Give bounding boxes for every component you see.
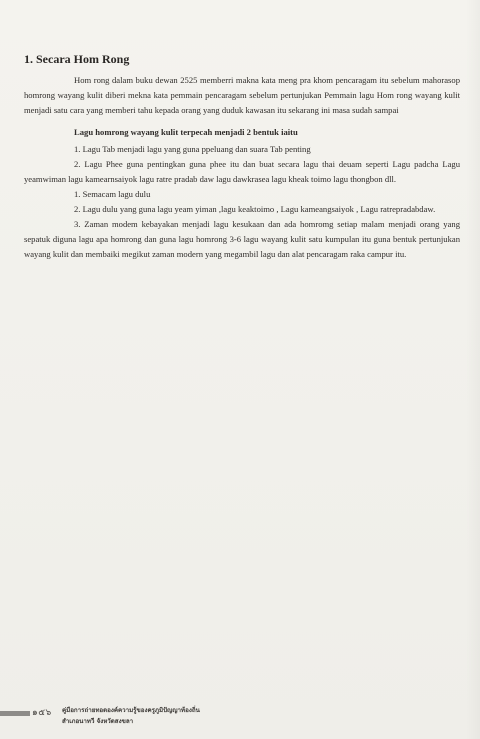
page-edge-shadow (466, 0, 480, 739)
list-item: 2. Lagu dulu yang guna lagu yeam yiman ,lagu keaktoimo , Lagu kameangsaiyok , Lagu ratrepradabdaw. (74, 204, 436, 214)
intro-paragraph: Hom rong dalam buku dewan 2525 memberri makna kata meng pra khom pencaragam itu sebelum mahorasop homrong wayang kulit diberi mekna kata pemmain pencaragam sebelum pertunjukan Pemmain lagu Hom rong wayang kulit menjadi satu cara yang memberi tahu kepada orang yang duduk kawasan itu sekarang ini masa sudah sampai (24, 75, 460, 115)
footer-title: คู่มือการถ่ายทอดองค์ความรู้ของครูภูมิปัญญาท้องถิ่น (62, 707, 200, 714)
list-item: 3. Zaman modem kebayakan menjadi lagu kesukaan dan ada homromg setiap malam menjadi orang yang sepatuk diguna lagu apa homrong dan guna lagu homrong 3-6 lagu wayang kulit satu kumpulan itu guna bentuk pertunjukan wayang kulit dan membaiki megikut zaman modern yang megambil lagu dan alat pencaragam raka campur itu. (24, 219, 460, 259)
footer-subtitle: สำเภอนาทวี จังหวัดสงขลา (62, 718, 134, 725)
page-footer (0, 705, 480, 739)
list-item: 1. Lagu Tab menjadi lagu yang guna ppeluang dan suara Tab penting (74, 144, 311, 154)
page-content (24, 52, 460, 262)
footer-bar (0, 711, 30, 716)
list-item: 1. Semacam lagu dulu (74, 189, 151, 199)
subheading: Lagu homrong wayang kulit terpecah menjadi 2 bentuk iaitu (74, 127, 298, 137)
list-item: 2. Lagu Phee guna pentingkan guna phee itu dan buat secara lagu thai deuam seperti Lagu padcha Lagu yeamwiman lagu kamearnsaiyok lagu ratre pradab daw lagu dawkrasea lagu kheak toimo lagu thongbon dll. (24, 159, 460, 184)
section-title: 1. Secara Hom Rong (24, 52, 130, 66)
page-number: ๑๕๖ (32, 708, 52, 718)
